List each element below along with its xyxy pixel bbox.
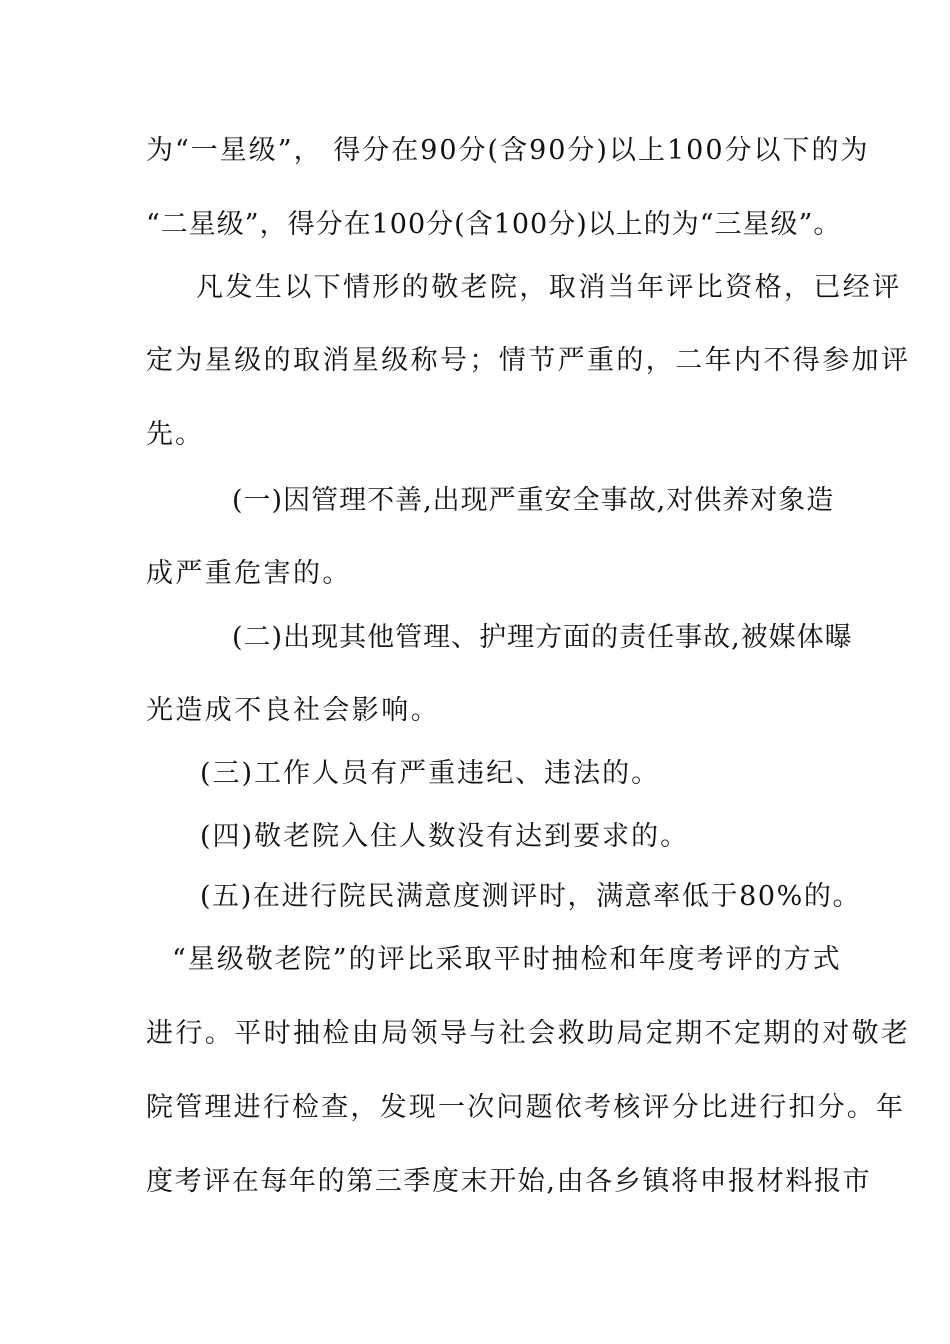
text-line-14: 进行。平时抽检由局领导与社会救助局定期不定期的对敬老	[146, 1018, 911, 1049]
list-item-4: (四)敬老院入住人数没有达到要求的。	[200, 821, 690, 852]
list-item-3: (三)工作人员有严重违纪、违法的。	[200, 758, 661, 789]
text-line-7: 成严重危害的。	[146, 558, 352, 589]
list-item-1: (一)因管理不善,出现严重安全事故,对供养对象造	[232, 485, 835, 516]
text-line-4: 定为星级的取消星级称号；情节严重的，二年内不得参加评	[146, 345, 911, 376]
text-line-15: 院管理进行检查，发现一次问题依考核评分比进行扣分。年	[146, 1092, 906, 1123]
list-item-5: (五)在进行院民满意度测评时，满意率低于80%的。	[200, 881, 862, 912]
text-line-5: 先。	[146, 419, 204, 450]
text-line-13: “星级敬老院”的评比采取平时抽检和年度考评的方式	[172, 944, 842, 975]
text-line-2: “二星级”，得分在100分(含100分)以上的为“三星级”。	[146, 209, 842, 240]
list-item-2: (二)出现其他管理、护理方面的责任事故,被媒体曝	[232, 622, 853, 653]
text-line-3: 凡发生以下情形的敬老院，取消当年评比资格，已经评	[196, 272, 902, 303]
text-line-16: 度考评在每年的第三季度末开始,由各乡镇将申报材料报市	[146, 1166, 872, 1197]
text-line-9: 光造成不良社会影响。	[146, 695, 440, 726]
text-line-1: 为“一星级”， 得分在90分(含90分)以上100分以下的为	[146, 135, 870, 166]
